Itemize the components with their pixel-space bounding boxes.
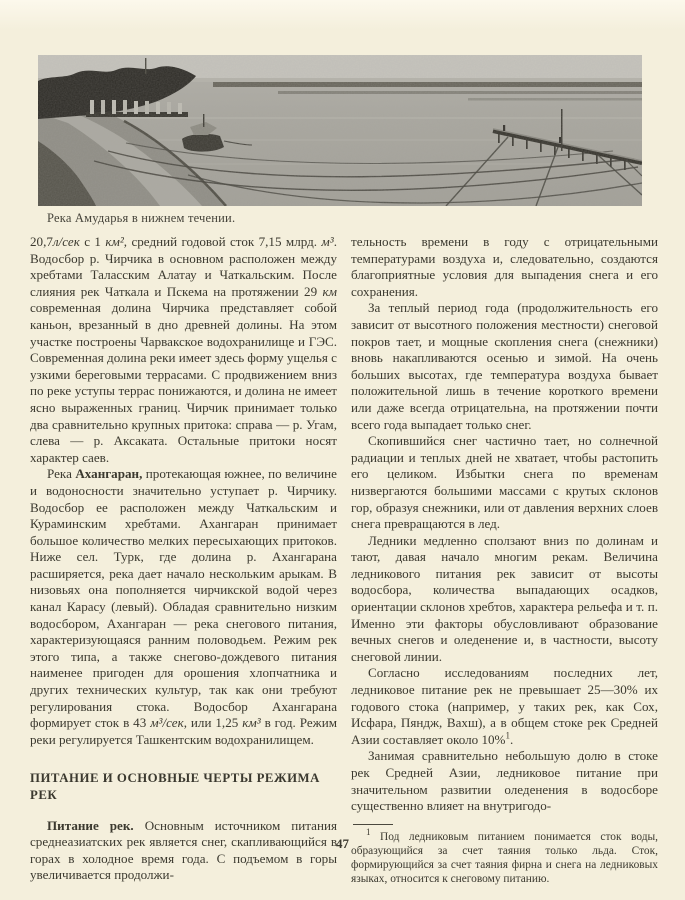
text-run: 1 — [505, 730, 510, 741]
footnote-rule — [353, 824, 393, 825]
footnote — [351, 824, 658, 887]
text-run: Ахангаран, — [75, 466, 143, 482]
paragraph — [351, 433, 658, 533]
text-run: Питание рек. — [47, 817, 134, 833]
text-columns — [30, 234, 658, 886]
text-run: км — [322, 283, 337, 299]
paragraph — [351, 533, 658, 666]
text-run: . Водосбор р. Чирчика в основном расположен между хребтами Таласским Алатау и Чаткальским. После слияния рек Чаткала и Пскема на протяжении 29 — [30, 234, 337, 299]
page-number: 47 — [336, 836, 349, 851]
text-run: Основным источником питания среднеазиатских рек является снег, скапливающийся в горах в холодное время года. С подъемом в горы увеличивается продолжи- — [30, 817, 337, 883]
section-heading: ПИТАНИЕ И ОСНОВНЫЕ ЧЕРТЫ РЕЖИМА РЕК — [30, 771, 320, 802]
right-column — [351, 234, 658, 886]
paragraph — [351, 234, 658, 300]
text-run: Река — [47, 466, 76, 482]
text-run: 20,7 — [30, 234, 53, 249]
text-run: Согласно исследованиям последних лет, ледниковое питание рек не превышает 25—30% их годового стока (например, у таких рек, как Сох, Исфара, Пяндж, Вахш), а в общем стоке рек Средней Азии составляет около 10% — [351, 665, 658, 747]
river-photo — [38, 55, 642, 206]
text-run: . — [509, 731, 514, 747]
river-photo-illustration — [38, 55, 642, 206]
text-run: Под ледниковым питанием понимается сток воды, образующийся за счет таяния только льда. Сток, формирующийся за счет таяния фирна и снега на ледниковых языках, относится к снеговому питанию. — [351, 830, 658, 885]
text-run: км² — [105, 234, 124, 249]
text-run: м³/сек — [150, 715, 184, 731]
text-run: Занимая сравнительно небольшую долю в стоке рек Средней Азии, ледниковое питание при значительном развитии оледенения в водосборе существенно влияет на внутригодо- — [351, 748, 658, 814]
photo-caption: Река Амударья в нижнем течении. — [47, 211, 236, 225]
paragraph — [351, 748, 658, 814]
text-run: км³ — [242, 715, 261, 731]
paragraph — [351, 665, 658, 748]
text-run: л/сек — [52, 234, 80, 249]
paragraph — [351, 300, 658, 433]
text-run: , или 1,25 — [183, 715, 243, 731]
text-run: протекающая южнее, по величине и водоносности значительно уступает р. Чирчику. Водосбор ее расположен между Чаткальским и Кураминским хребтами. Ахангаран принимает большое количество мелких пересыхающих притоков. Ниже сел. Турк, где долина р. Ахангарана расширяется, река дает начало нескольким арыкам. В низовьях она пополняется чирчикской водой через канал Карасу (левый). Обладая сравнительно низким водосбором, Ахангаран — река снегового питания, характеризующаяся ранним половодьем. Режим рек этого типа, а также снегово-дождевого питания наименее пригоден для орошения хлопчатника и других технических культур, так как они требуют регулирования стока. Водосбор Ахангарана формирует сток в 43 — [30, 466, 337, 731]
text-run: м³ — [321, 234, 334, 249]
paragraph — [30, 234, 337, 466]
paragraph — [30, 466, 337, 748]
text-run: Ледники медленно сползают вниз по долинам и тают, давая начало многим рекам. Величина ледникового питания рек зависит от высоты водосбора, количества выпадающих осадков, ориентации склонов хребтов, характера рельефа и т. п. Именно эти факторы обусловливают образование вечных снегов и оледенение и, в частности, высоту снеговой линии. — [351, 532, 658, 664]
text-run: 1 — [366, 826, 371, 837]
text-run: За теплый период года (продолжительность его зависит от высотного положения местности) снеговой покров тает, и мощные скопления снега (снежники) вновь накапливаются осенью и зимой. На очень больших высотах, где температура воздуха бывает положительной лишь в течение короткого времени или даже всегда отрицательна, на протяжении почти всего года выпадает только снег. — [351, 300, 658, 432]
left-column — [30, 234, 337, 886]
text-run: с 1 — [79, 234, 106, 249]
text-run: Скопившийся снег частично тает, но солнечной радиации и теплых дней не хватает, чтобы растопить его целиком. Избытки снега по временам низвергаются большими массами с крутых склонов гор, образуя снежники, или от давления верхних слоев снега превращаются в лед. — [351, 433, 658, 532]
text-run: в год. Режим реки регулируется Ташкентским водохранилищем. — [30, 715, 337, 747]
text-run: тельность времени в году с отрицательными температурами воздуха и, следовательно, создаются благоприятные условия для выпадения снега и его сохранения. — [351, 234, 658, 299]
text-run: , средний годовой сток 7,15 млрд. — [123, 234, 322, 249]
text-run: современная долина Чирчика представляет собой каньон, врезанный в дно древней долины. На этом участке построены Чарвакское водохранилище и ГЭС. Современная долина реки имеет здесь форму ущелья с узкими береговыми террасами. С продвижением вниз по реке уступы террас понижаются, и долина не имеет ясно выраженных границ. Чирчик принимает только два сравнительно крупных притока: справа — р. Угам, слева — р. Аксаката. Остальные притоки носят характер саев. — [30, 300, 337, 465]
